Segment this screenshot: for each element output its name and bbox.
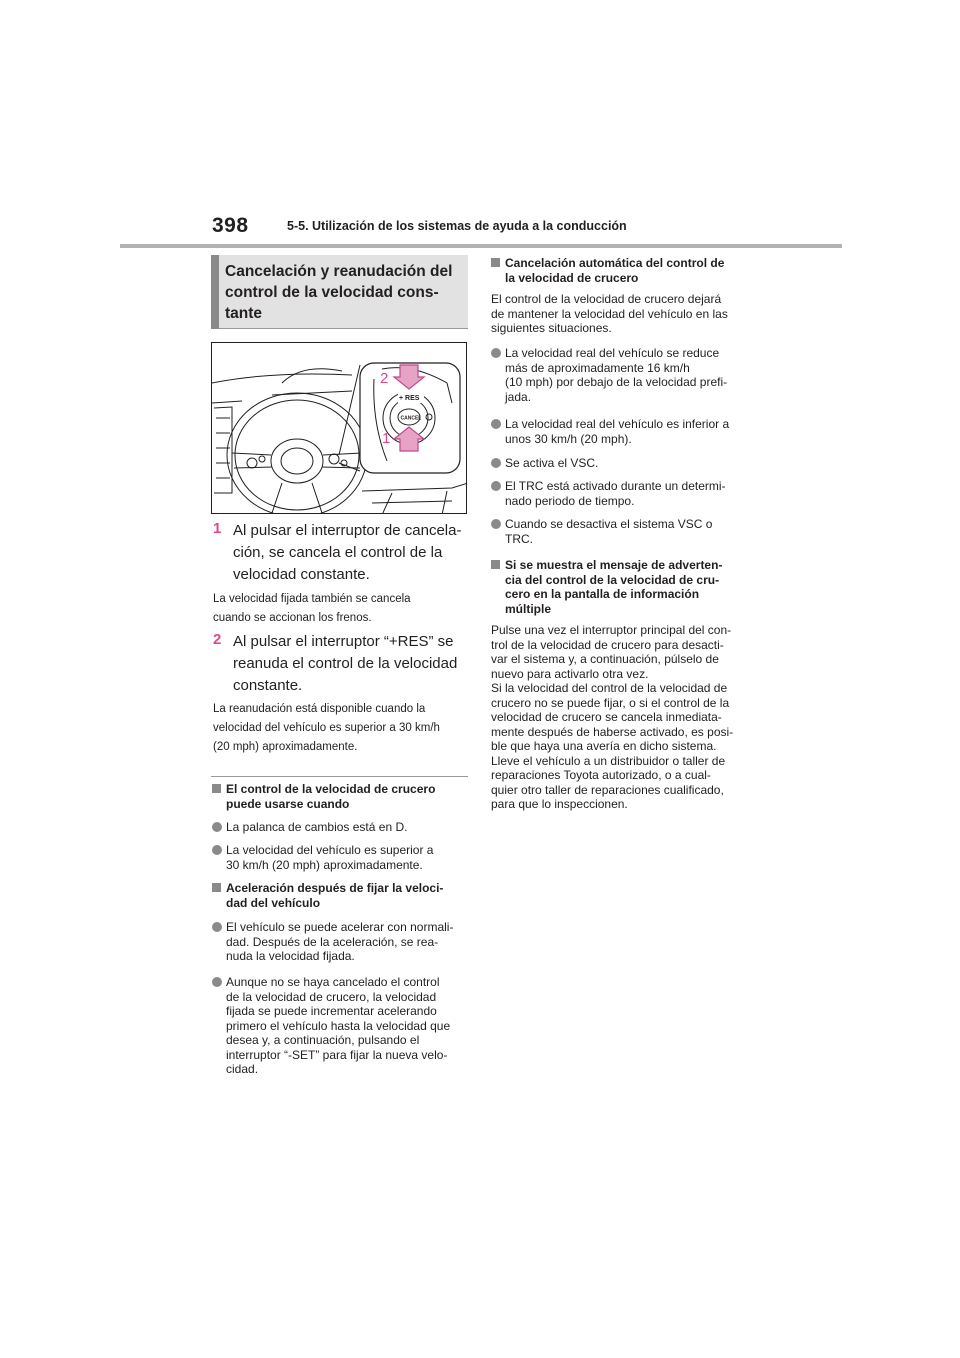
step-line: velocidad constante. — [233, 566, 370, 583]
round-bullet-icon — [491, 458, 501, 468]
section-divider — [211, 776, 468, 777]
heading-line: Cancelación y reanudación del — [225, 263, 453, 280]
section-heading-box — [211, 255, 468, 329]
text-line: interruptor “-SET” para fijar la nueva velo- — [226, 1047, 448, 1062]
steering-wheel-illustration — [211, 342, 467, 514]
text-line: nado periodo de tiempo. — [505, 493, 635, 508]
callout-1: 1 — [382, 430, 391, 447]
note-line: La velocidad fijada también se cancela — [213, 593, 411, 605]
square-bullet-icon — [212, 784, 221, 793]
text-line: Lleve el vehículo a un distribuidor o taller de — [491, 753, 726, 768]
step-line: ción, se cancela el control de la — [233, 544, 443, 561]
step-1-note — [213, 590, 465, 628]
text-line: var el sistema y, a continuación, púlselo de — [491, 652, 719, 666]
round-bullet-icon — [491, 519, 501, 529]
text-line: TRC. — [505, 531, 533, 546]
text-line: quier otro taller de reparaciones cualificado, — [491, 782, 724, 797]
text-line: trol de la velocidad de crucero para desacti- — [491, 637, 724, 652]
text-line: Pulse una vez el interruptor principal del con- — [491, 623, 732, 637]
step-line: Al pulsar el interruptor de cancela- — [233, 522, 462, 539]
text-line: fijada se puede incrementar acelerando — [226, 1004, 437, 1018]
text-line: La velocidad del vehículo es superior a — [226, 843, 434, 857]
text-line: ble que haya una avería en dicho sistema. — [491, 739, 717, 753]
res-label: + RES — [399, 395, 420, 402]
text-line: cidad. — [226, 1062, 259, 1076]
round-bullet-icon — [491, 481, 501, 491]
text-line: La velocidad real del vehículo es inferior a — [505, 417, 730, 431]
note-line: (20 mph) aproximadamente. — [213, 741, 358, 753]
step-line: Al pulsar el interruptor “+RES” se — [233, 633, 454, 650]
round-bullet-icon — [212, 922, 222, 932]
text-line: Aunque no se haya cancelado el control — [226, 975, 440, 989]
text-line: desea y, a continuación, pulsando el — [226, 1033, 420, 1047]
text-line: para que lo inspeccionen. — [491, 797, 628, 811]
step-line: constante. — [233, 677, 303, 694]
text-line: más de aproximadamente 16 km/h — [505, 360, 690, 375]
text-line: Aceleración después de fijar la veloci- — [226, 881, 444, 895]
text-line: nuda la velocidad fijada. — [226, 949, 355, 963]
section-title: 5-5. Utilización de los sistemas de ayuda a la conducción — [287, 219, 627, 233]
round-bullet-icon — [491, 419, 501, 429]
text-line: cia del control de la velocidad de cru- — [505, 572, 720, 587]
text-line: dad del vehículo — [226, 895, 321, 910]
text-line: nuevo para activarlo otra vez. — [491, 666, 649, 681]
text-line: Cancelación automática del control de — [505, 256, 725, 270]
text-line: El vehículo se puede acelerar con normali- — [226, 920, 454, 934]
text-line: de mantener la velocidad del vehículo en las — [491, 306, 728, 321]
step-number: 1 — [213, 520, 222, 537]
step-2-note — [213, 700, 465, 757]
text-line: dad. Después de la aceleración, se rea- — [226, 934, 439, 949]
text-line: El control de la velocidad de crucero — [226, 782, 436, 796]
page-number: 398 — [212, 214, 249, 237]
text-line: El TRC está activado durante un determi- — [505, 479, 726, 493]
text-line: múltiple — [505, 601, 552, 616]
step-text — [233, 631, 468, 697]
text-line: siguientes situaciones. — [491, 321, 612, 335]
square-bullet-icon — [491, 560, 500, 569]
text-line: La velocidad real del vehículo se reduce — [505, 346, 720, 360]
heading-line: control de la velocidad cons- — [225, 284, 439, 301]
text-line: puede usarse cuando — [226, 796, 350, 811]
heading-accent-bar — [211, 255, 219, 329]
text-line: primero el vehículo hasta la velocidad que — [226, 1018, 451, 1033]
steering-wheel-drawing — [212, 343, 467, 514]
heading-line: tante — [225, 305, 263, 322]
round-bullet-icon — [212, 845, 222, 855]
note-line: cuando se accionan los frenos. — [213, 612, 372, 624]
round-bullet-icon — [212, 977, 222, 987]
square-bullet-icon — [491, 258, 500, 267]
text-line: reparaciones Toyota autorizado, o a cual- — [491, 768, 711, 782]
note-line: La reanudación está disponible cuando la — [213, 703, 426, 715]
text-line: 30 km/h (20 mph) aproximadamente. — [226, 857, 423, 872]
step-number: 2 — [213, 631, 222, 648]
text-line: Cuando se desactiva el sistema VSC o — [505, 517, 713, 531]
text-line: La palanca de cambios está en D. — [226, 820, 408, 834]
section-heading — [225, 261, 461, 324]
paragraph — [491, 623, 755, 812]
text-line: mente después de haberse activado, es posi- — [491, 724, 734, 739]
step-text — [233, 520, 468, 586]
text-line: la velocidad de crucero — [505, 270, 639, 285]
paragraph — [491, 292, 753, 336]
text-line: cero en la pantalla de información — [505, 587, 700, 601]
text-line: velocidad de crucero se cancela inmediata- — [491, 710, 722, 724]
text-line: de la velocidad de crucero, la velocidad — [226, 989, 437, 1004]
square-bullet-icon — [212, 883, 221, 892]
note-line: velocidad del vehículo es superior a 30 km/h — [213, 722, 440, 734]
text-line: El control de la velocidad de crucero dejará — [491, 292, 722, 306]
text-line: Si se muestra el mensaje de adverten- — [505, 558, 723, 572]
callout-2: 2 — [380, 370, 389, 387]
text-line: jada. — [505, 389, 532, 404]
text-line: Si la velocidad del control de la velocidad de — [491, 681, 728, 695]
text-line: crucero no se puede fijar, o si el control de la — [491, 695, 730, 710]
cancel-label: CANCEL — [400, 415, 422, 422]
header-rule — [120, 244, 842, 248]
text-line: unos 30 km/h (20 mph). — [505, 431, 632, 446]
round-bullet-icon — [212, 822, 222, 832]
step-line: reanuda el control de la velocidad — [233, 655, 458, 672]
text-line: Se activa el VSC. — [505, 456, 599, 470]
text-line: (10 mph) por debajo de la velocidad prefi- — [505, 375, 728, 389]
round-bullet-icon — [491, 348, 501, 358]
